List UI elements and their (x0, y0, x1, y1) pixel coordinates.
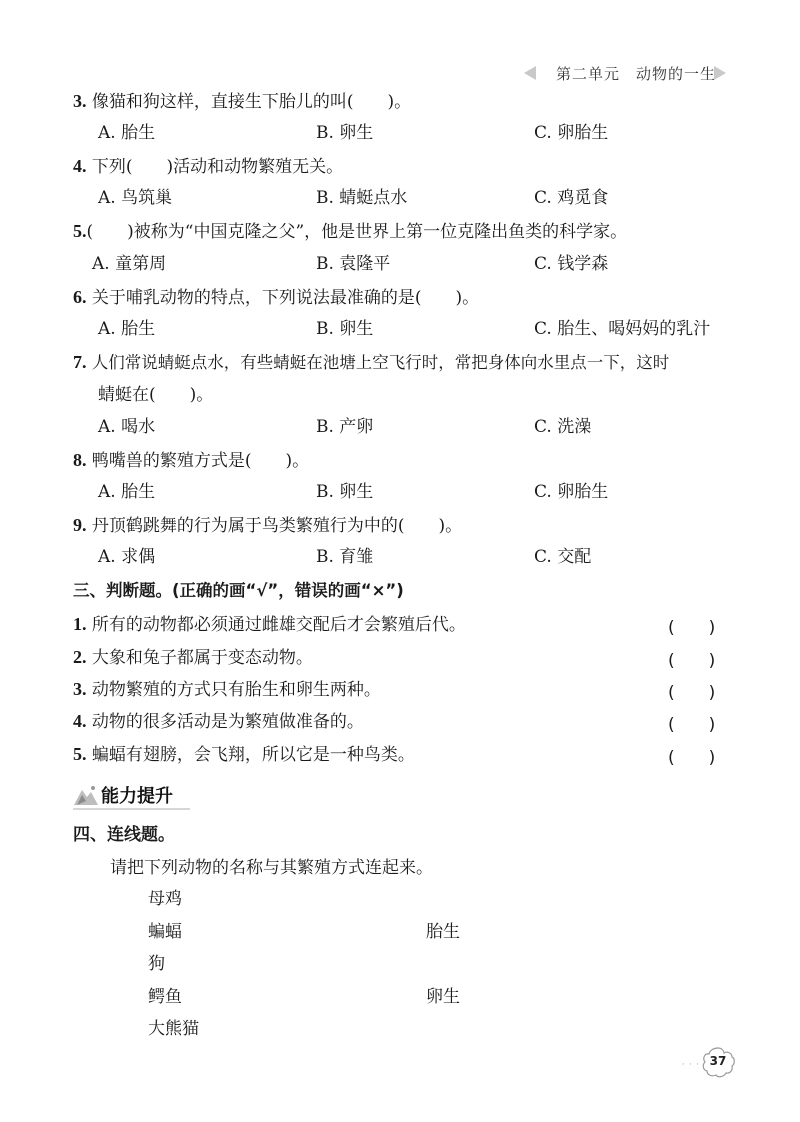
option-a: A. 童第周 (92, 254, 167, 274)
header-text (556, 63, 716, 84)
ability-banner-text: 能力提升 (101, 786, 173, 807)
question-number: 6. (73, 287, 87, 307)
question-9 (73, 514, 462, 537)
header-unit: 第二单元 (556, 65, 621, 83)
question-number: 3. (73, 91, 87, 111)
judgement-heading: 三、判断题。(正确的画“√”，错误的画“×”) (73, 581, 404, 600)
option-a: A. 胎生 (98, 319, 156, 339)
item-text: 蝙蝠有翅膀，会飞翔，所以它是一种鸟类。 (91, 745, 415, 765)
animal-item[interactable]: 母鸡 (148, 889, 182, 909)
option-c: C. 交配 (534, 547, 592, 567)
question-text: 人们常说蜻蜓点水，有些蜻蜓在池塘上空飞行时，常把身体向水里点一下，这时 (91, 353, 670, 372)
option-c: C. 胎生、喝妈妈的乳汁 (534, 319, 711, 339)
method-item[interactable]: 胎生 (426, 922, 460, 942)
header-title: 动物的一生 (636, 65, 717, 83)
option-c: C. 卵胎生 (534, 482, 609, 502)
page-number: 37 (709, 1054, 727, 1068)
option-b: B. 蜻蜓点水 (316, 188, 408, 208)
option-c: C. 鸡觅食 (534, 188, 609, 208)
item-text: 大象和兔子都属于变态动物。 (91, 648, 313, 668)
question-text: 丹顶鹤跳舞的行为属于鸟类繁殖行为中的( )。 (91, 516, 463, 536)
judgement-item-2 (73, 646, 313, 669)
option-b: B. 育雏 (316, 547, 374, 567)
item-number: 3. (73, 679, 87, 699)
option-b: B. 卵生 (316, 123, 374, 143)
question-5 (73, 220, 627, 243)
item-text: 动物的很多活动是为繁殖做准备的。 (91, 712, 364, 732)
mountain-icon (73, 784, 99, 806)
animal-item[interactable]: 大熊猫 (148, 1019, 199, 1039)
ability-banner (73, 780, 190, 810)
option-c: C. 洗澡 (534, 417, 592, 437)
question-7-continuation: 蜻蜓在( )。 (98, 385, 214, 405)
item-number: 2. (73, 647, 87, 667)
question-7 (73, 351, 669, 374)
running-header (520, 62, 730, 84)
judgement-item-4 (73, 710, 364, 733)
option-b: B. 卵生 (316, 319, 374, 339)
header-right-triangle-icon (714, 66, 726, 80)
option-a: A. 鸟筑巢 (98, 188, 173, 208)
question-4 (73, 155, 343, 178)
question-3 (73, 90, 411, 113)
option-c: C. 卵胎生 (534, 123, 609, 143)
animal-item[interactable]: 蝙蝠 (148, 922, 182, 942)
animal-item[interactable]: 狗 (148, 954, 165, 974)
question-number: 4. (73, 156, 87, 176)
item-text: 动物繁殖的方式只有胎生和卵生两种。 (91, 680, 381, 700)
answer-slot[interactable]: ( ) (668, 683, 716, 703)
animal-item[interactable]: 鳄鱼 (148, 987, 182, 1007)
question-number: 7. (73, 352, 87, 372)
page-number-badge (700, 1045, 736, 1079)
question-number: 5. (73, 221, 87, 241)
answer-slot[interactable]: ( ) (668, 748, 716, 768)
matching-heading: 四、连线题。 (73, 825, 175, 845)
judgement-item-1 (73, 613, 466, 636)
option-b: B. 袁隆平 (316, 254, 391, 274)
question-number: 8. (73, 450, 87, 470)
judgement-item-5 (73, 743, 415, 766)
item-number: 1. (73, 614, 87, 634)
option-b: B. 卵生 (316, 482, 374, 502)
answer-slot[interactable]: ( ) (668, 651, 716, 671)
option-a: A. 喝水 (98, 417, 156, 437)
method-item[interactable]: 卵生 (426, 987, 460, 1007)
answer-slot[interactable]: ( ) (668, 618, 716, 638)
option-a: A. 胎生 (98, 123, 156, 143)
option-a: A. 胎生 (98, 482, 156, 502)
question-text: 像猫和狗这样，直接生下胎儿的叫( )。 (91, 92, 412, 112)
question-text: 关于哺乳动物的特点，下列说法最准确的是( )。 (91, 288, 480, 308)
answer-slot[interactable]: ( ) (668, 715, 716, 735)
question-number: 9. (73, 515, 87, 535)
judgement-item-3 (73, 678, 381, 701)
matching-instruction: 请把下列动物的名称与其繁殖方式连起来。 (110, 858, 433, 878)
question-8 (73, 449, 309, 472)
decorative-dots: · · · (682, 1060, 700, 1069)
item-number: 5. (73, 744, 87, 764)
question-6 (73, 286, 479, 309)
banner-underline (73, 808, 190, 810)
option-c: C. 钱学森 (534, 254, 609, 274)
question-text: 下列( )活动和动物繁殖无关。 (91, 157, 344, 177)
question-text: 鸭嘴兽的繁殖方式是( )。 (91, 451, 310, 471)
header-left-triangle-icon (524, 66, 536, 80)
item-text: 所有的动物都必须通过雌雄交配后才会繁殖后代。 (91, 615, 466, 635)
option-a: A. 求偶 (98, 547, 156, 567)
option-b: B. 产卵 (316, 417, 374, 437)
question-text: ( )被称为“中国克隆之父”，他是世界上第一位克隆出鱼类的科学家。 (86, 222, 628, 242)
item-number: 4. (73, 711, 87, 731)
